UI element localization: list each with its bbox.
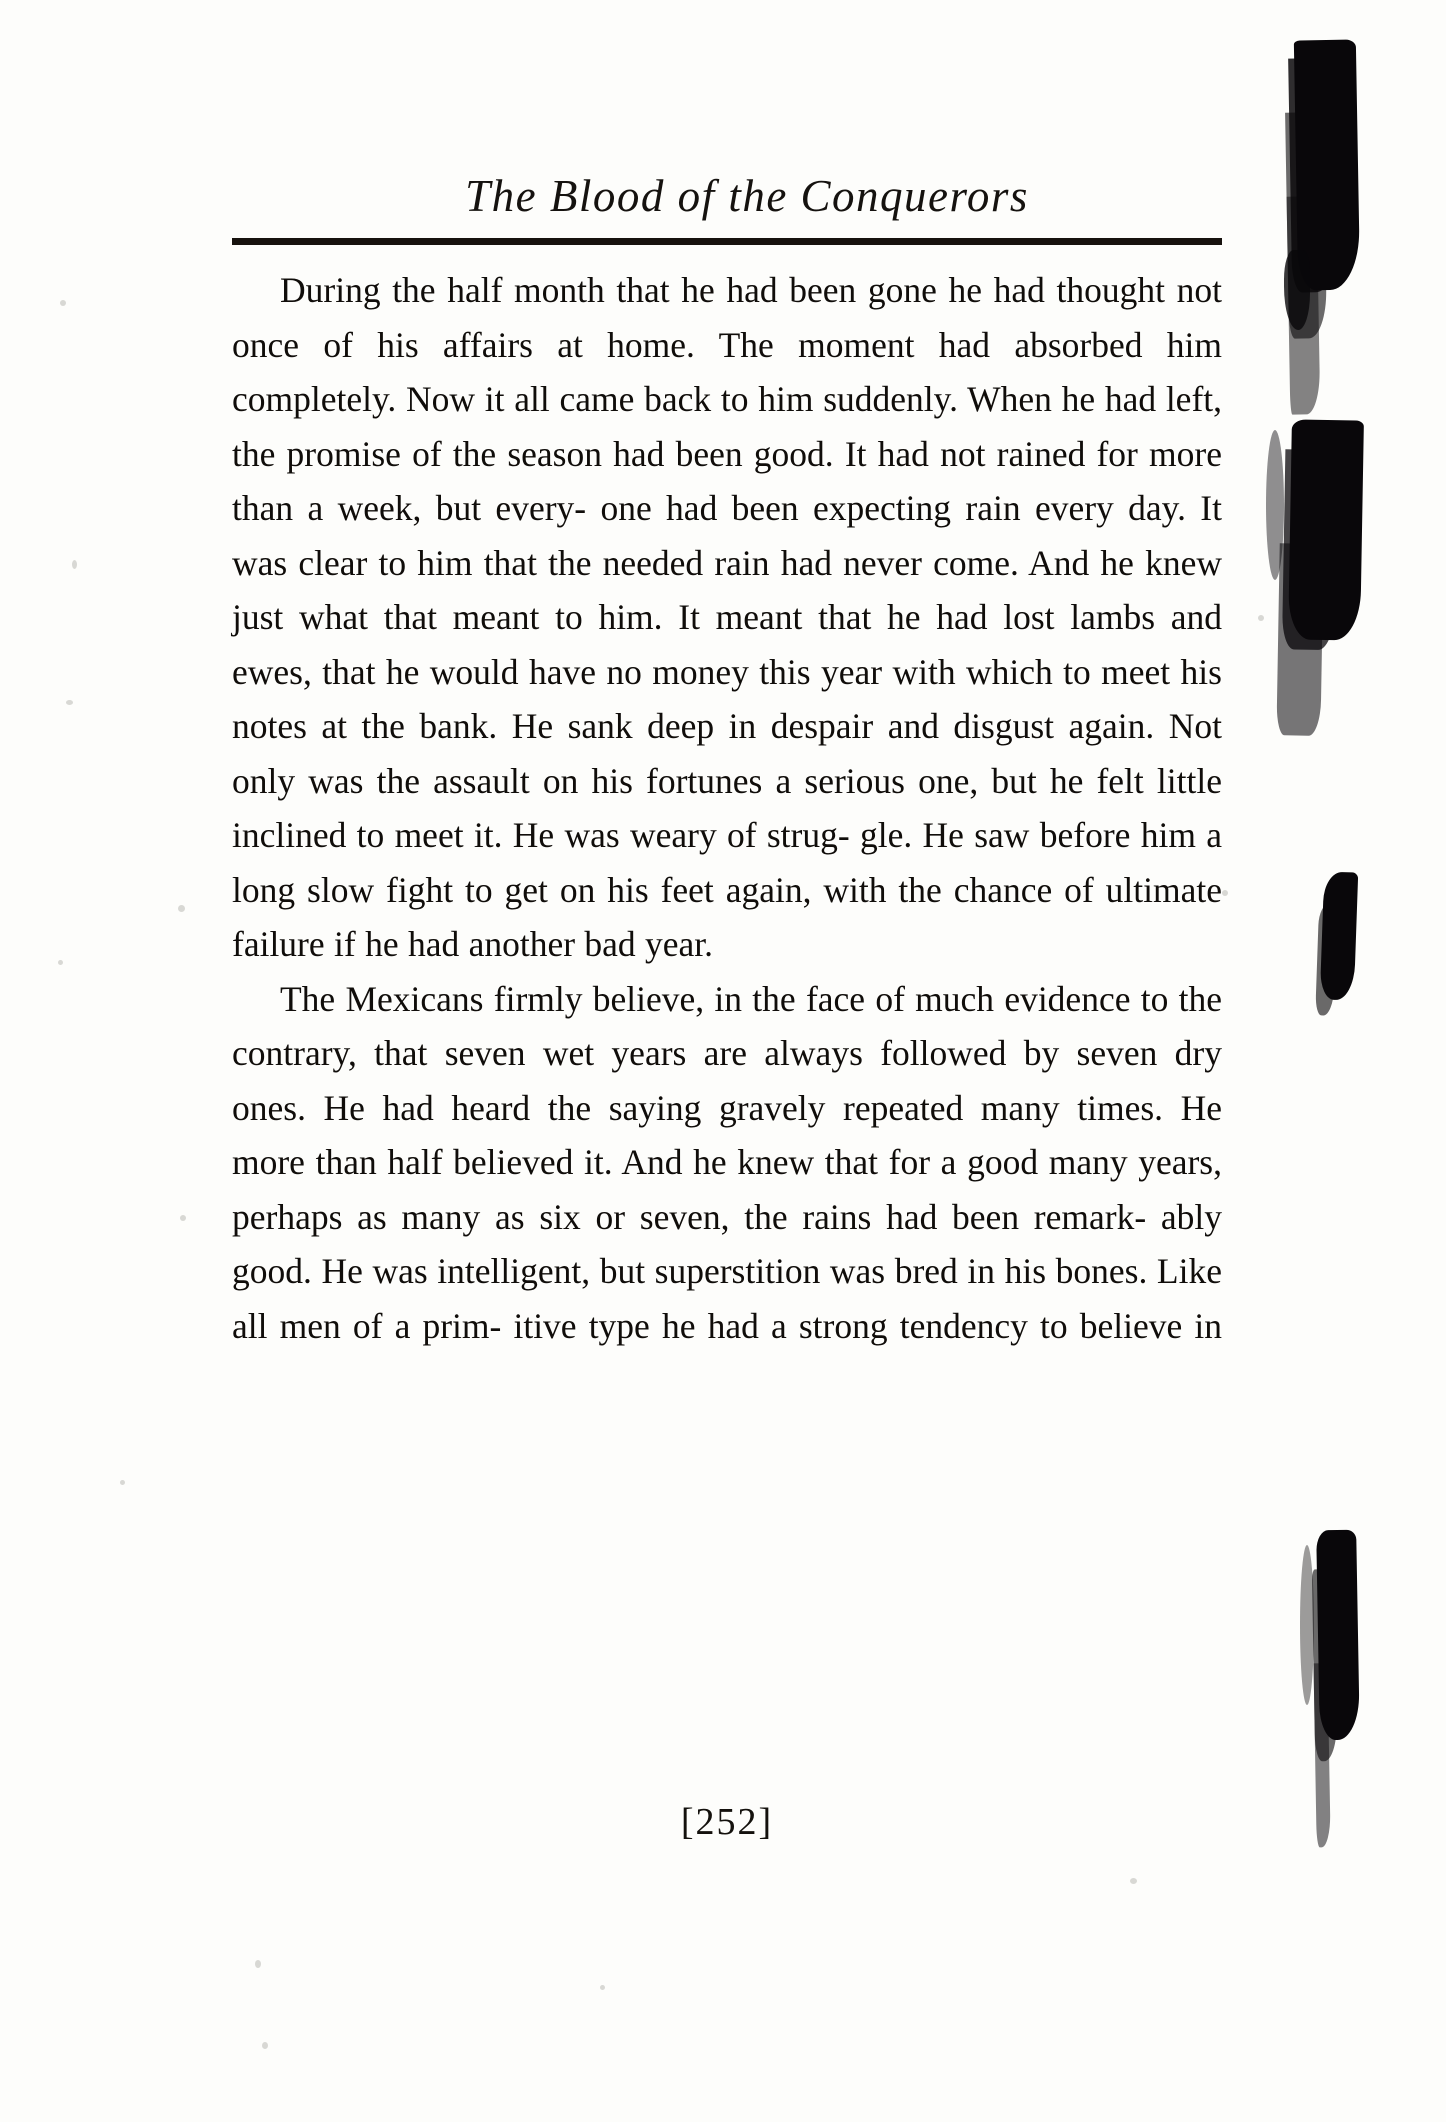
ink-smudge-upper-right <box>1288 419 1364 640</box>
paragraph: During the half month that he had been gone he had thought not once of his affairs at home. The moment had absorbed him completely. Now it all came back to him suddenly. When he had left, the promise of the season had been good. It had not rained for more than a week, but every- one had been expecting rain every day. It was clear to him that the needed rain had never come. And he knew just what that meant to him. It meant that he had lost lambs and ewes, that he would have no money this year with which to meet his notes at the bank. He sank deep in despair and disgust again. Not only was the assault on his fortunes a serious one, but he felt little inclined to meet it. He was weary of strug- gle. He saw before him a long slow fight to get on his feet again, with the chance of ultimate failure if he had another bad year. <box>232 270 1222 964</box>
paragraph: The Mexicans firmly believe, in the face of much evidence to the contrary, that seven wet years are always followed by seven dry ones. He had heard the saying gravely repeated many times. He more than half believed it. And he knew that for a good many years, perhaps as many as six or seven, the rains had been remark- ably good. He was intelligent, but superstition was bred in his bones. Like all men of a prim- itive type he had a strong tendency to believe in <box>232 978 1222 1346</box>
page-speck <box>66 700 73 705</box>
header-rule <box>232 238 1222 245</box>
page-speck <box>120 1480 125 1485</box>
ink-smudge-top-right-tail <box>1284 250 1310 330</box>
page-speck <box>178 905 185 912</box>
page-speck <box>255 1960 261 1968</box>
page-speck <box>58 960 63 965</box>
page-speck <box>72 560 77 569</box>
body-text <box>232 263 1222 1408</box>
page-speck <box>1222 890 1228 896</box>
ink-smudge-middle-right <box>1320 871 1358 1000</box>
ink-smudge-lower-right <box>1316 1530 1360 1741</box>
ink-smudge-upper-right-tail <box>1266 430 1284 580</box>
page-speck <box>180 1215 186 1221</box>
page-speck <box>1130 1878 1137 1884</box>
running-head: The Blood of the Conquerors <box>465 171 1029 221</box>
page-speck <box>262 2042 268 2049</box>
text-column <box>232 170 1222 1408</box>
page-speck <box>60 300 66 306</box>
page-speck <box>1258 615 1264 621</box>
ink-smudge-lower-right-tail <box>1300 1545 1314 1705</box>
page-speck <box>600 1985 605 1990</box>
page-number: [252] <box>680 1801 774 1843</box>
